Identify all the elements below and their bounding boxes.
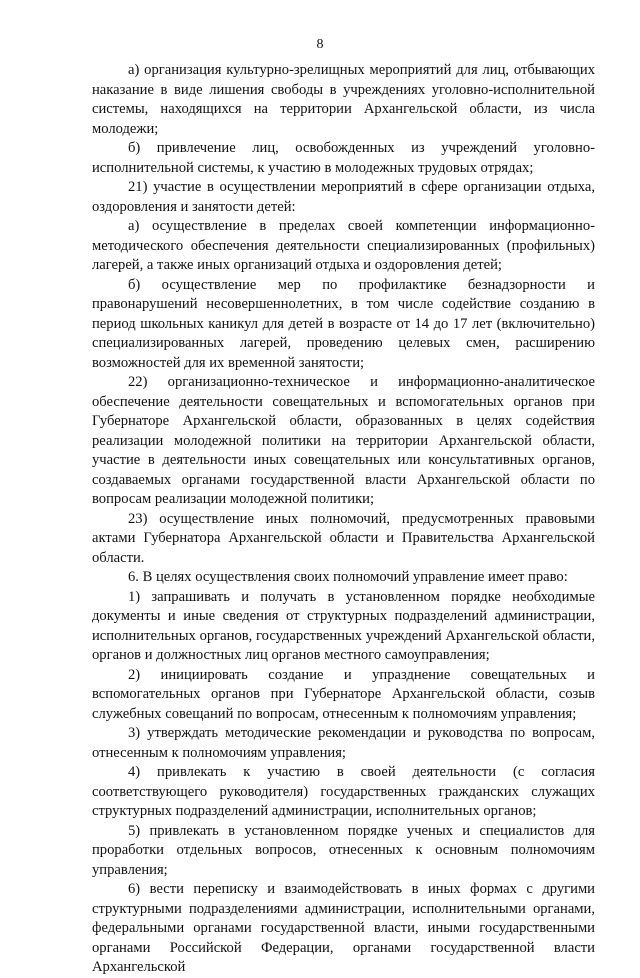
paragraph: 6) вести переписку и взаимодействовать в иных формах с другими структурными подразделениями администрации, исполнительными органами, федеральными органами государственной власти, иными государственными органами Российской Федерации, органами государственной власти Архангельской [92, 881, 595, 975]
paragraph: 3) утверждать методические рекомендации и руководства по вопросам, отнесенным к полномочиям управления; [92, 725, 595, 761]
paragraph: 4) привлекать к участию в своей деятельности (с согласия соответствующего руководителя) государственных гражданских служащих структурных подразделений администрации, исполнительных органов; [92, 764, 595, 819]
paragraph: 5) привлекать в установленном порядке ученых и специалистов для проработки отдельных вопросов, отнесенных к основным полномочиям управления; [92, 822, 595, 878]
paragraph: б) привлечение лиц, освобожденных из учреждений уголовно-исполнительной системы, к участию в молодежных трудовых отрядах; [92, 140, 595, 176]
paragraph: а) организация культурно-зрелищных мероприятий для лиц, отбывающих наказание в виде лишения свободы в учреждениях уголовно-исполнительной системы, находящихся на территории Архангельской области, из числа молодежи; [92, 62, 595, 137]
document-body [92, 61, 595, 978]
paragraph: 23) осуществление иных полномочий, предусмотренных правовыми актами Губернатора Архангельской области и Правительства Архангельской области. [92, 510, 595, 566]
paragraph: 22) организационно-техническое и информационно-аналитическое обеспечение деятельности совещательных и вспомогательных органов при Губернаторе Архангельской области, образованных в целях содействия реализации молодежной политики на территории Архангельской области, участие в деятельности иных совещательных или консультативных органов, создаваемых органами государственной власти Архангельской области по вопросам реализации молодежной политики; [92, 374, 595, 507]
paragraph: б) осуществление мер по профилактике безнадзорности и правонарушений несовершеннолетних, в том числе содействие созданию в период школьных каникул для детей в возрасте от 14 до 17 лет (включительно) специализированных лагерей, проведению целевых смен, расширению возможностей для их временной занятости; [92, 276, 595, 371]
paragraph: 2) инициировать создание и упразднение совещательных и вспомогательных органов при Губернаторе Архангельской области, созыв служебных совещаний по вопросам, отнесенным к полномочиям управления; [92, 666, 595, 722]
page-number: 8 [316, 37, 324, 52]
paragraph: а) осуществление в пределах своей компетенции информационно-методического обеспечения деятельности специализированных (профильных) лагерей, а также иных организаций отдыха и оздоровления детей; [92, 218, 595, 273]
paragraph: 1) запрашивать и получать в установленном порядке необходимые документы и иные сведения от структурных подразделений администрации, исполнительных органов, государственных учреждений Архангельской области, органов и должностных лиц органов местного самоуправления; [92, 588, 595, 663]
paragraph: 6. В целях осуществления своих полномочий управление имеет право: [128, 569, 568, 585]
paragraph: 21) участие в осуществлении мероприятий в сфере организации отдыха, оздоровления и занятости детей: [92, 179, 595, 215]
